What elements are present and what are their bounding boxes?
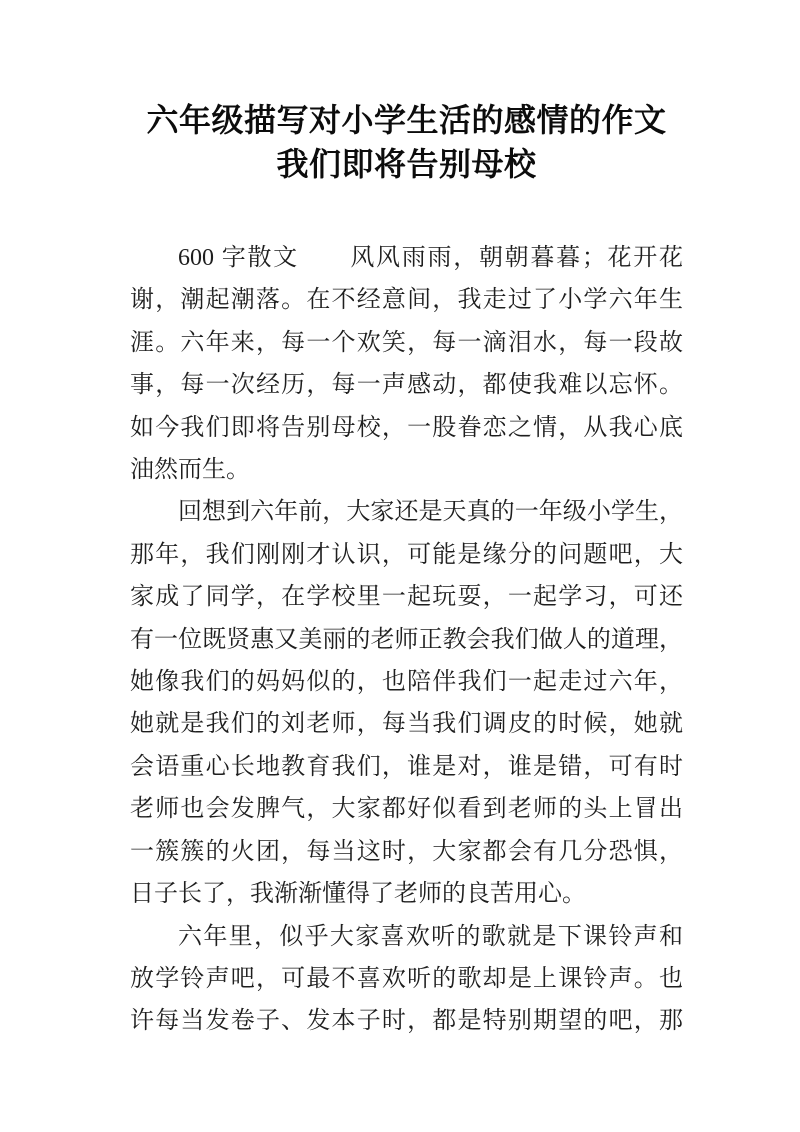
paragraph-1 [130, 237, 683, 491]
body-line: 那年，我们刚刚才认识，可能是缘分的问题吧，大 [130, 541, 683, 568]
body-line: 许每当发卷子、发本子时，都是特别期望的吧，那 [130, 1008, 683, 1035]
essay-body [130, 237, 683, 1043]
essay-title-line-1: 六年级描写对小学生活的感情的作文 [146, 102, 667, 138]
body-line: 600 字散文 风风雨雨，朝朝暮暮；花开花 [178, 245, 683, 271]
body-line: 事，每一次经历，每一声感动，都使我难以忘怀。 [130, 372, 683, 399]
body-line: 老师也会发脾气，大家都好似看到老师的头上冒出 [130, 796, 683, 823]
body-line: 如今我们即将告别母校，一股眷恋之情，从我心底 [130, 414, 683, 441]
body-line: 会语重心长地教育我们，谁是对，谁是错，可有时 [130, 753, 683, 780]
body-line: 她像我们的妈妈似的，也陪伴我们一起走过六年， [130, 669, 683, 696]
essay-title-line-2: 我们即将告别母校 [276, 146, 537, 182]
body-line: 回想到六年前，大家还是天真的一年级小学生， [178, 499, 683, 526]
body-line: 日子长了，我渐渐懂得了老师的良苦用心。 [130, 881, 586, 908]
body-line: 一簇簇的火团，每当这时，大家都会有几分恐惧， [130, 838, 683, 865]
body-line: 放学铃声吧，可最不喜欢听的歌却是上课铃声。也 [130, 965, 683, 992]
body-line: 有一位既贤惠又美丽的老师正教会我们做人的道理， [130, 626, 683, 653]
body-line: 涯。六年来，每一个欢笑，每一滴泪水，每一段故 [130, 329, 683, 356]
essay-title [130, 98, 683, 186]
body-line: 家成了同学，在学校里一起玩耍，一起学习，可还 [130, 584, 683, 611]
body-line: 谢，潮起潮落。在不经意间，我走过了小学六年生 [130, 287, 683, 314]
body-line: 油然而生。 [130, 457, 250, 484]
paragraph-2 [130, 491, 683, 915]
paragraph-3 [130, 916, 683, 1043]
document-content [130, 0, 683, 1043]
body-line: 她就是我们的刘老师，每当我们调皮的时候，她就 [130, 711, 683, 738]
body-line: 六年里，似乎大家喜欢听的歌就是下课铃声和 [178, 923, 683, 950]
